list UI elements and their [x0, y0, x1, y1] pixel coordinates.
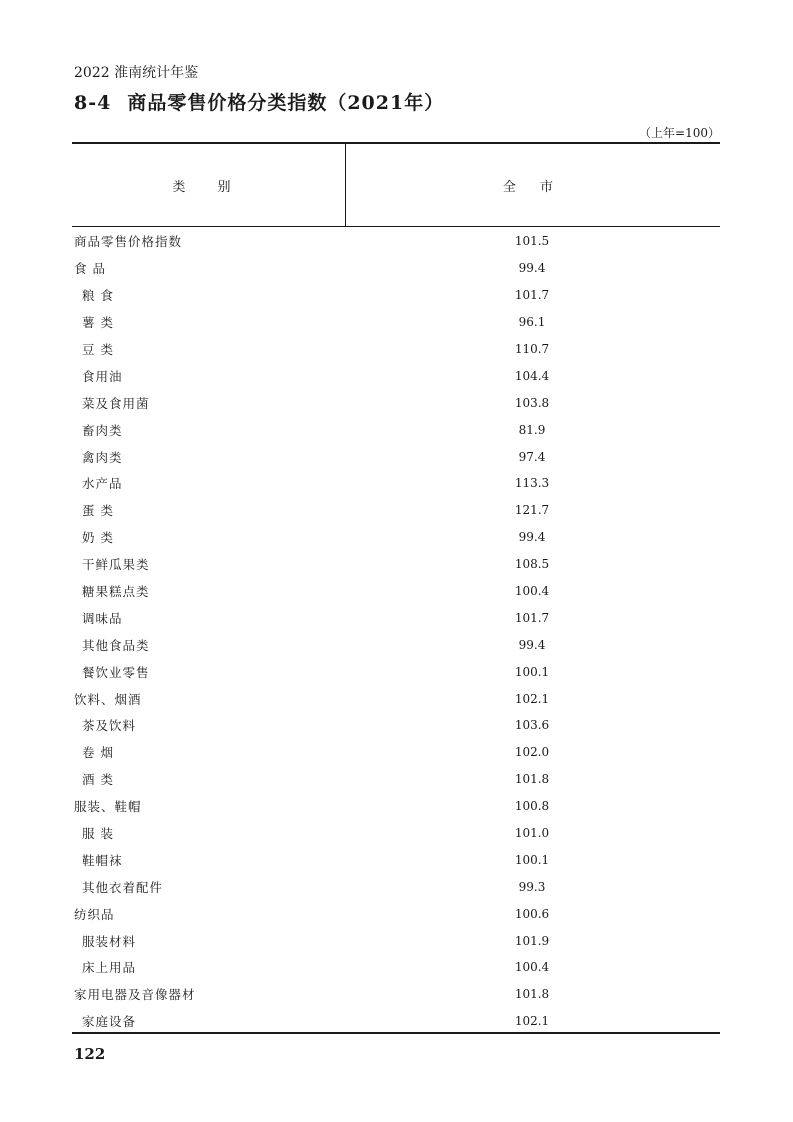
table-number: 8-4	[74, 92, 112, 114]
row-value: 99.3	[518, 879, 546, 894]
unit-note: （上年=100）	[639, 126, 720, 140]
row-value: 96.1	[518, 315, 546, 330]
row-category: 床上用品	[82, 960, 137, 976]
row-value: 101.0	[514, 826, 550, 841]
table-row	[72, 282, 720, 309]
row-value: 100.1	[514, 852, 550, 867]
row-value: 99.4	[518, 637, 546, 652]
row-category: 蛋 类	[82, 503, 114, 519]
row-value: 101.8	[514, 987, 550, 1002]
table-row	[72, 900, 720, 927]
table-row	[72, 927, 720, 954]
table-row	[72, 362, 720, 389]
table-row	[72, 793, 720, 820]
row-category: 服 装	[82, 826, 114, 842]
table-row	[72, 255, 720, 282]
row-value: 81.9	[518, 422, 546, 437]
row-value: 104.4	[514, 368, 550, 383]
header-rule	[72, 226, 720, 227]
row-category: 豆 类	[82, 342, 114, 357]
table-title-text: 商品零售价格分类指数（2021年）	[127, 92, 445, 114]
table-row	[72, 739, 720, 766]
row-category: 商品零售价格指数	[74, 234, 183, 250]
row-category: 畜肉类	[82, 422, 123, 438]
row-value: 108.5	[514, 557, 550, 572]
row-category: 茶及饮料	[82, 718, 137, 734]
table-bottom-rule	[72, 1032, 720, 1034]
row-value: 101.8	[514, 772, 550, 787]
table-row	[72, 954, 720, 981]
table-title	[74, 88, 444, 115]
table-row	[72, 578, 720, 605]
row-category: 糖果糕点类	[82, 584, 150, 600]
row-category: 服装材料	[82, 933, 137, 949]
row-category: 卷 烟	[82, 745, 114, 761]
table-row	[72, 766, 720, 793]
row-value: 100.6	[514, 906, 550, 921]
table-row	[72, 389, 720, 416]
table-row	[72, 497, 720, 524]
table-row	[72, 228, 720, 255]
row-value: 102.0	[514, 745, 550, 760]
row-category: 纺织品	[74, 906, 115, 922]
row-category: 酒 类	[82, 772, 114, 788]
table-row	[72, 551, 720, 578]
row-category: 调味品	[82, 610, 123, 626]
table-row	[72, 524, 720, 551]
row-value: 97.4	[518, 449, 546, 464]
row-category: 食用油	[82, 368, 123, 384]
table-row	[72, 981, 720, 1008]
row-category: 食 品	[74, 261, 106, 277]
table-row	[72, 416, 720, 443]
row-value: 102.1	[514, 691, 550, 706]
row-category: 粮 食	[82, 288, 114, 304]
row-value: 101.7	[514, 288, 550, 303]
row-value: 101.7	[514, 610, 550, 625]
row-category: 服装、鞋帽	[74, 799, 142, 815]
table-row	[72, 336, 720, 363]
row-category: 薯 类	[82, 315, 114, 331]
row-category: 菜及食用菌	[82, 395, 150, 411]
row-category: 水产品	[82, 476, 123, 492]
table-top-rule	[72, 142, 720, 144]
page-number: 122	[74, 1045, 106, 1063]
row-category: 干鲜瓜果类	[82, 557, 150, 573]
table-row	[72, 1008, 720, 1035]
row-category: 奶 类	[82, 530, 114, 546]
table-row	[72, 470, 720, 497]
row-value: 113.3	[514, 476, 550, 491]
row-value: 101.9	[514, 933, 550, 948]
table-row	[72, 604, 720, 631]
row-value: 99.4	[518, 530, 546, 545]
table-body	[72, 228, 720, 1035]
table-row	[72, 631, 720, 658]
row-value: 110.7	[514, 342, 550, 356]
row-value: 100.1	[514, 664, 550, 679]
table-row	[72, 846, 720, 873]
table-row	[72, 658, 720, 685]
row-value: 100.4	[514, 960, 550, 975]
table-row	[72, 712, 720, 739]
table-row	[72, 820, 720, 847]
row-value: 102.1	[514, 1014, 550, 1029]
table-row	[72, 685, 720, 712]
row-value: 100.4	[514, 584, 550, 599]
table-row	[72, 309, 720, 336]
row-category: 家用电器及音像器材	[74, 987, 196, 1003]
row-category: 其他食品类	[82, 637, 150, 653]
table-row	[72, 873, 720, 900]
row-category: 禽肉类	[82, 449, 123, 465]
row-value: 103.8	[514, 395, 550, 410]
row-value: 103.6	[514, 718, 550, 733]
table-row	[72, 443, 720, 470]
row-value: 99.4	[518, 261, 546, 276]
row-category: 餐饮业零售	[82, 664, 150, 680]
row-value: 100.8	[514, 799, 550, 814]
column-header-city: 全 市	[502, 180, 564, 195]
row-category: 家庭设备	[82, 1014, 137, 1030]
row-value: 101.5	[514, 234, 550, 249]
row-value: 121.7	[514, 503, 550, 518]
row-category: 饮料、烟酒	[74, 691, 142, 707]
yearbook-title: 2022 淮南统计年鉴	[74, 65, 199, 81]
column-header-category: 类 别	[172, 180, 245, 195]
row-category: 鞋帽袜	[82, 852, 123, 868]
row-category: 其他衣着配件	[82, 879, 164, 895]
